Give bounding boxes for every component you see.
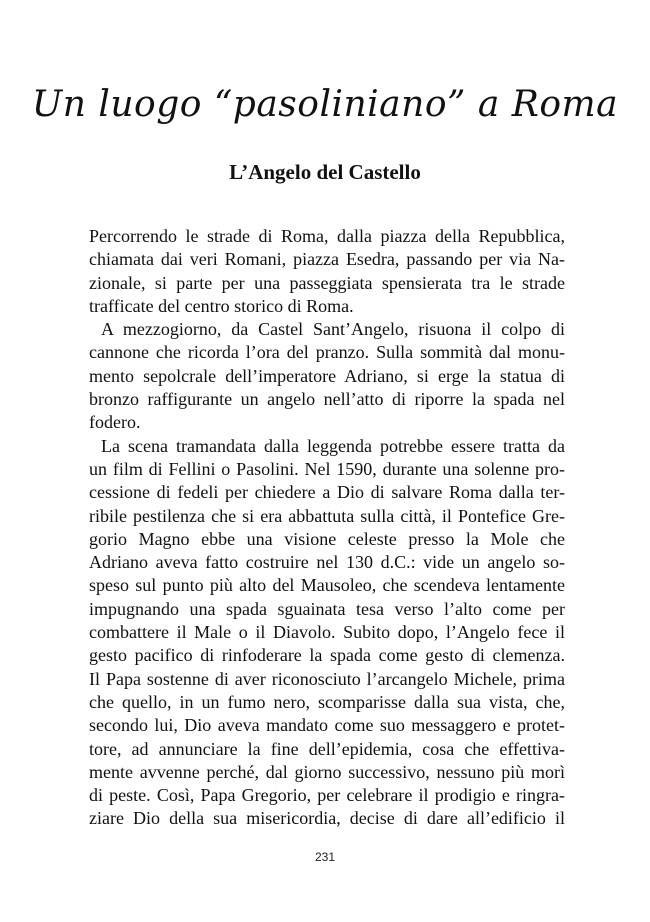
text-line: impugnando una spada sguainata tesa verso l’alto come per (89, 598, 565, 619)
text-line: chiamata dai veri Romani, piazza Esedra, passando per via Na- (89, 249, 565, 270)
text-line: A mezzogiorno, da Castel Sant’Angelo, risuona il colpo di (101, 319, 565, 340)
text-line: tore, ad annunciare la fine dell’epidemia, cosa che effettiva- (89, 738, 565, 759)
chapter-subtitle: L’Angelo del Castello (229, 160, 421, 184)
text-line: combattere il Male o il Diavolo. Subito dopo, l’Angelo fece il (89, 622, 565, 643)
text-line: La scena tramandata dalla leggenda potrebbe essere tratta da (101, 435, 565, 456)
text-line: fodero. (89, 412, 141, 433)
text-line: mento sepolcrale dell’imperatore Adriano, si erge la statua di (89, 365, 565, 386)
text-line: gorio Magno ebbe una visione celeste presso la Mole che (89, 528, 565, 549)
text-line: bronzo raffigurante un angelo nell’atto di riporre la spada nel (89, 389, 565, 410)
text-line: che quello, in un fumo nero, scomparisse dalla sua vista, che, (89, 691, 565, 712)
page-number: 231 (314, 850, 336, 864)
text-line: Percorrendo le strade di Roma, dalla piazza della Repubblica, (89, 226, 565, 246)
paragraph-3 (89, 435, 565, 831)
text-line: trafficate del centro storico di Roma. (89, 295, 354, 316)
text-line: ribile pestilenza che si era abbattuta sulla città, il Pontefice Gre- (89, 505, 565, 526)
text-line: cessione di fedeli per chiedere a Dio di salvare Roma dalla ter- (89, 482, 565, 503)
text-line: secondo lui, Dio aveva mandato come suo messaggero e protet- (89, 715, 565, 736)
text-line: di peste. Così, Papa Gregorio, per celebrare il prodigio e ringra- (89, 785, 565, 806)
text-line: gesto pacifico di rinfoderare la spada come gesto di clemenza. (89, 645, 565, 666)
body-text (89, 225, 565, 831)
text-line: Adriano aveva fatto costruire nel 130 d.C.: vide un angelo so- (89, 552, 565, 573)
text-line: zionale, si parte per una passeggiata spensierata tra le strade (89, 272, 565, 293)
text-line: cannone che ricorda l’ora del pranzo. Sulla sommità dal monu- (89, 342, 565, 363)
text-line: Il Papa sostenne di aver riconosciuto l’arcangelo Michele, prima (89, 668, 565, 689)
text-line: ziare Dio della sua misericordia, decise di dare all’edificio il (89, 808, 565, 829)
chapter-title: Un luogo “pasoliniano” a Roma (31, 84, 619, 125)
paragraph-2 (89, 318, 565, 434)
text-line: mente avvenne perché, dal giorno successivo, nessuno più morì (89, 761, 565, 782)
paragraph-1 (89, 225, 565, 318)
text-line: speso sul punto più alto del Mausoleo, che scendeva lentamente (89, 575, 565, 596)
text-line: un film di Fellini o Pasolini. Nel 1590, durante una solenne pro- (89, 458, 565, 479)
